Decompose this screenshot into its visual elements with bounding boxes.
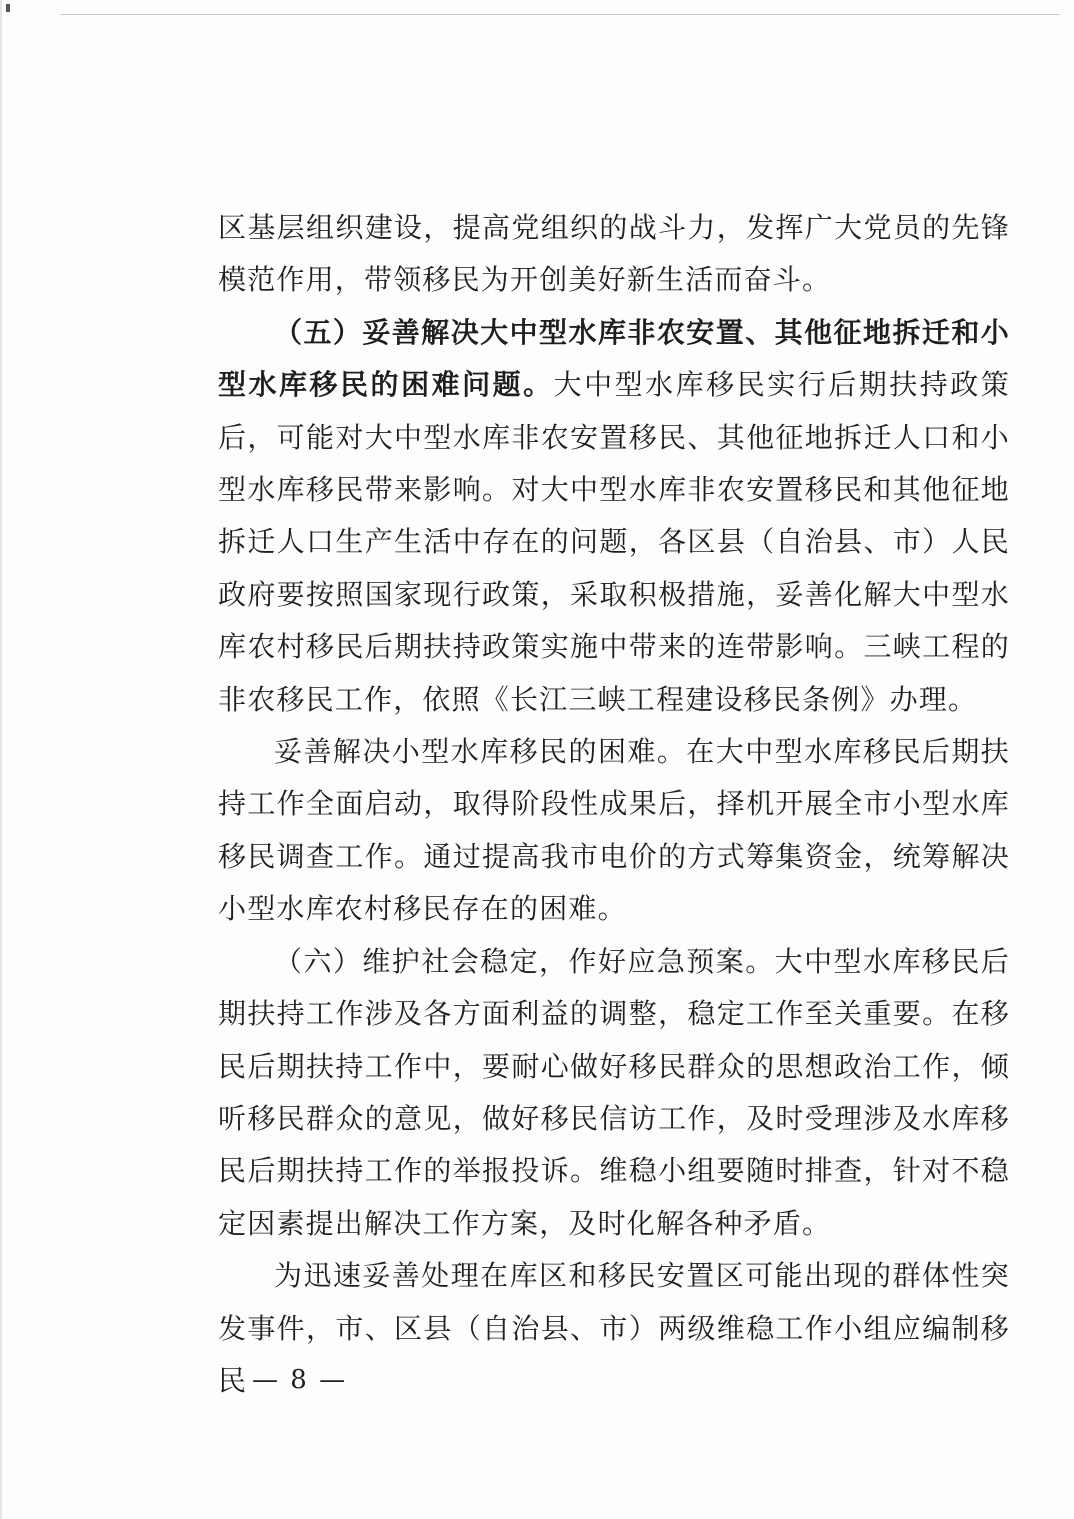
scan-corner-mark (6, 4, 10, 12)
paragraph-text: 大中型水库移民实行后期扶持政策后，可能对大中型水库非农安置移民、其他征地拆迁人口和小型水库移民带来影响。对大中型水库非农安置移民和其他征地拆迁人口生产生活中存在的问题，各区县（自治县、市）人民政府要按照国家现行政策，采取积极措施，妥善化解大中型水库农村移民后期扶持政策实施中带来的连带影响。三峡工程的非农移民工作，依照《长江三峡工程建设移民条例》办理。 (218, 368, 1010, 716)
paragraph (218, 307, 1010, 726)
paragraph (218, 726, 1010, 936)
page-number: — 8 — (252, 1365, 348, 1395)
paragraph-text: 妥善解决小型水库移民的困难。在大中型水库移民后期扶持工作全面启动，取得阶段性成果后，择机开展全市小型水库移民调查工作。通过提高我市电价的方式筹集资金，统筹解决小型水库农村移民存在的困难。 (218, 735, 1010, 926)
paragraph-text: 区基层组织建设，提高党组织的战斗力，发挥广大党员的先锋模范作用，带领移民为开创美好新生活而奋斗。 (218, 211, 1010, 297)
body-text (218, 202, 1010, 1407)
top-rule (60, 14, 1060, 15)
paragraph-text: 为迅速妥善处理在库区和移民安置区可能出现的群体性突发事件，市、区县（自治县、市）两级维稳工作小组应编制移民 (218, 1259, 1010, 1397)
paragraph (218, 202, 1010, 307)
paragraph (218, 936, 1010, 1250)
paragraph-lead: （五）妥善解决大中型水库非农安置、其他征地拆迁和小型水库移民的困难问题。 (218, 315, 1010, 402)
paragraph-text: （六）维护社会稳定，作好应急预案。大中型水库移民后期扶持工作涉及各方面利益的调整，稳定工作至关重要。在移民后期扶持工作中，要耐心做好移民群众的思想政治工作，倾听移民群众的意见，做好移民信访工作，及时受理涉及水库移民后期扶持工作的举报投诉。维稳小组要随时排查，针对不稳定因素提出解决工作方案，及时化解各种矛盾。 (218, 944, 1010, 1240)
scan-left-edge (0, 0, 2, 1519)
